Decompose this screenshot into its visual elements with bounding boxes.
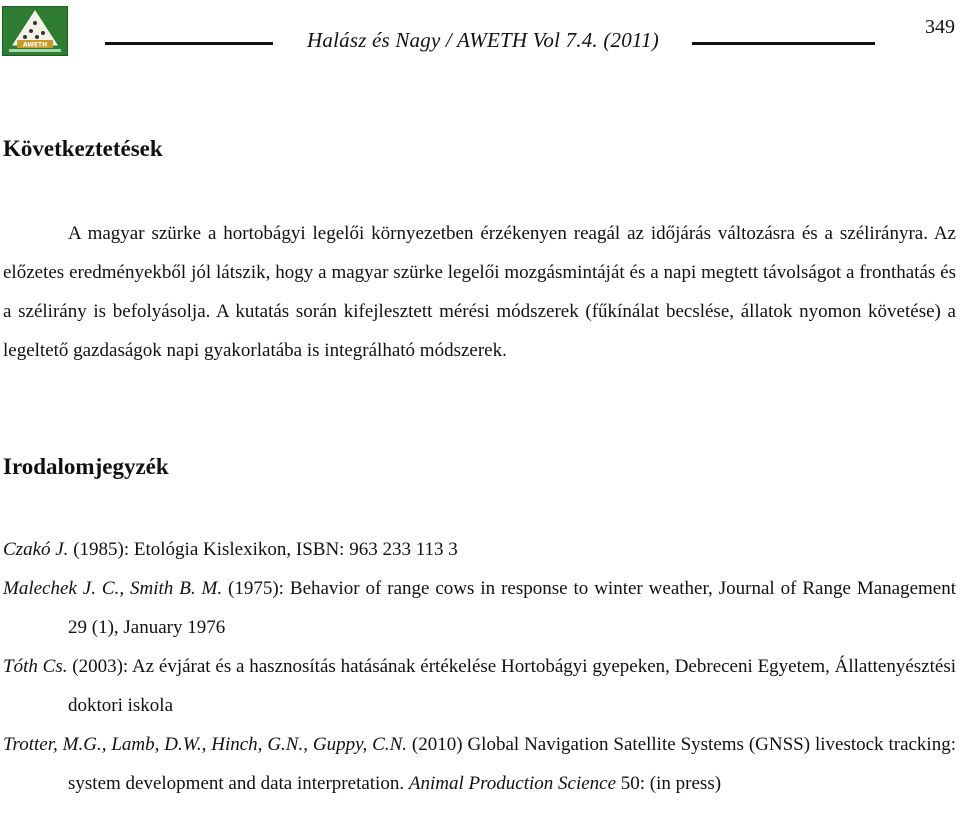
reference-authors: Tóth Cs. [3,656,68,677]
reference-text: (1985): Etológia Kislexikon, ISBN: 963 233 113 3 [68,539,458,560]
reference-list [3,530,956,803]
reference-item [3,530,956,569]
section-heading-references: Irodalomjegyzék [3,454,169,479]
reference-item [3,569,956,647]
reference-text: (1975): Behavior of range cows in response to winter weather, Journal of Range Management 29 (1), January 1976 [68,578,957,638]
reference-authors: Czakó J. [3,539,69,560]
header-rule-left [105,42,273,45]
logo-text: AWETH [22,41,48,49]
journal-logo [2,6,68,56]
conclusions-paragraph: A magyar szürke a hortobágyi legelői környezetben érzékenyen reagál az időjárás változásra és a szélirányra. Az előzetes eredményekből jól látszik, hogy a magyar szürke legelői mozgásmintáját és a napi megtett távolságot a fronthatás és a szélirány is befolyásolja. A kutatás során kifejlesztett mérési módszerek (fűkínálat becslése, állatok nyomon követése) a legeltető gazdaságok napi gyakorlatába is integrálható módszerek. [3,223,956,361]
header-rule-right [692,42,875,45]
page-number: 349 [925,16,955,38]
reference-item [3,647,956,725]
reference-authors: Trotter, M.G., Lamb, D.W., Hinch, G.N., Guppy, C.N. [3,734,407,755]
section-heading-conclusions: Következtetések [3,136,163,161]
reference-item [3,725,956,803]
reference-authors: Malechek J. C., Smith B. M. [3,578,223,599]
reference-journal: Animal Production Science [408,773,617,794]
reference-text: (2003): Az évjárat és a hasznosítás hatásának értékelése Hortobágyi gyepeken, Debreceni Egyetem, Állattenyésztési doktori iskola [67,656,956,716]
logo-graphic [3,7,67,55]
reference-text: (2010) Global Navigation Satellite Systems (GNSS) livestock tracking: system development and data interpretation. [68,734,956,794]
reference-tail: 50: (in press) [616,773,722,794]
running-head: Halász és Nagy / AWETH Vol 7.4. (2011) [307,28,659,52]
